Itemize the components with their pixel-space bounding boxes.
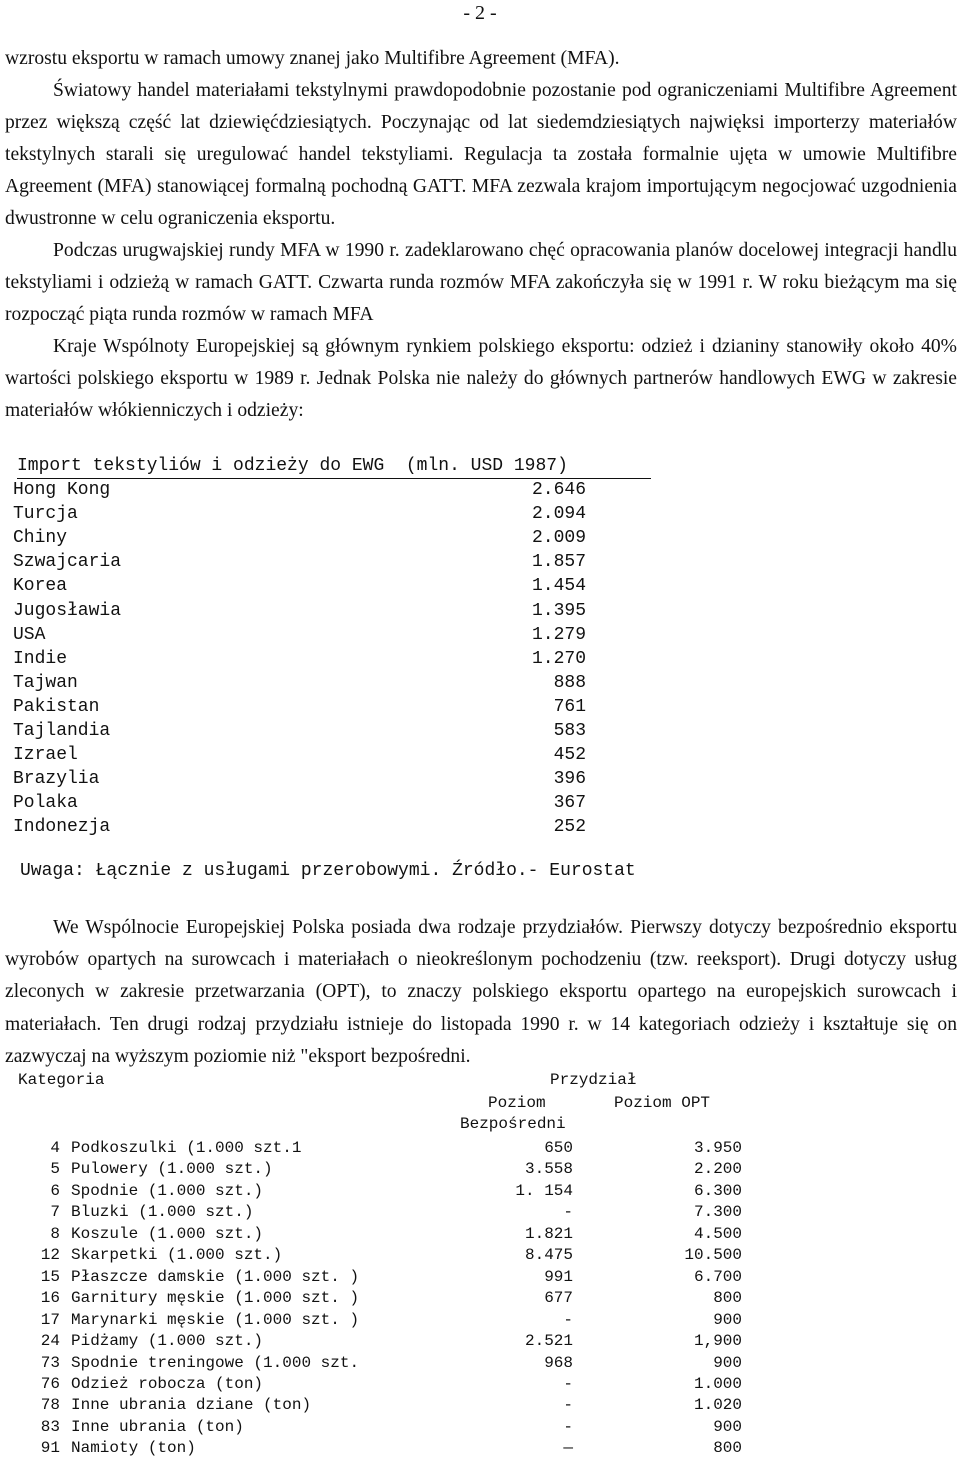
quota-header-direct: Poziom — [488, 1094, 546, 1112]
import-value: 2.009 — [531, 528, 586, 549]
country-name: Hong Kong — [13, 480, 111, 500]
import-table-title: Import tekstyliów i odzieży do EWG (mln. USD 1987) — [17, 454, 651, 479]
category-name: Marynarki męskie (1.000 szt. ) — [71, 1310, 360, 1329]
table-row — [13, 647, 586, 671]
table-row — [13, 815, 586, 839]
country-name: Szwajcaria — [13, 552, 122, 573]
direct-level: 677 — [544, 1289, 573, 1308]
category-name: Koszule (1.000 szt.) — [71, 1224, 264, 1243]
direct-level: - — [563, 1374, 573, 1393]
category-number: 6 — [50, 1181, 60, 1200]
country-name: Chiny — [13, 528, 68, 549]
table-row — [13, 550, 586, 574]
direct-level: 650 — [544, 1139, 573, 1157]
table-row — [0, 1417, 960, 1439]
import-value: 1.857 — [531, 552, 586, 573]
table-row — [13, 791, 586, 815]
opt-level: 800 — [713, 1439, 742, 1458]
category-name: Skarpetki (1.000 szt.) — [71, 1246, 283, 1265]
opt-level: 10.500 — [684, 1246, 742, 1265]
table-row — [0, 1267, 960, 1289]
opt-level: 6.700 — [693, 1267, 742, 1286]
country-name: Korea — [13, 576, 68, 597]
country-name: USA — [13, 624, 46, 645]
category-number: 8 — [50, 1224, 60, 1243]
category-number: 73 — [40, 1353, 60, 1372]
category-number: 91 — [40, 1439, 60, 1458]
import-value: 1.395 — [531, 600, 586, 621]
table-row — [13, 719, 586, 743]
opt-level: 900 — [713, 1310, 742, 1329]
category-number: 12 — [40, 1246, 60, 1265]
category-name: Spodnie (1.000 szt.) — [71, 1181, 264, 1200]
opt-level: 1,900 — [693, 1332, 742, 1351]
paragraph-1: wzrostu eksportu w ramach umowy znanej jako Multifibre Agreement (MFA). — [5, 48, 620, 69]
import-value: 367 — [553, 793, 586, 814]
country-name: Jugosławia — [13, 600, 122, 621]
country-name: Brazylia — [13, 769, 100, 790]
direct-level: — — [563, 1439, 573, 1458]
table-row — [0, 1159, 960, 1181]
table-row — [13, 574, 586, 598]
opt-level: 900 — [713, 1353, 742, 1372]
opt-level: 4.500 — [693, 1224, 742, 1243]
table-row — [13, 671, 586, 695]
quota-header-category: Kategoria — [18, 1071, 105, 1089]
table-row — [13, 478, 586, 502]
import-value: 1.279 — [531, 624, 586, 645]
table-row — [0, 1138, 960, 1160]
country-name: Pakistan — [13, 696, 100, 717]
table-row — [0, 1374, 960, 1396]
category-name: Pidżamy (1.000 szt.) — [71, 1332, 264, 1351]
category-number: 76 — [40, 1374, 60, 1393]
category-number: 4 — [50, 1139, 60, 1157]
table-row — [0, 1288, 960, 1310]
direct-level: 8.475 — [524, 1246, 573, 1265]
import-value: 1.270 — [531, 648, 586, 669]
paragraph-2: Światowy handel materiałami tekstylnymi prawdopodobnie pozostanie pod ograniczeniami Multifibre Agreement przez większą część lat dziewięćdziesiątych. Poczynając od lat siedemdziesiątych najwięksi importerzy materiałów tekstylnych starali się uregulować handel tekstyliami. Regulacja ta została formalnie ujęta w umowie Multifibre Agreement (MFA) stanowiącej formalną pochodną GATT. MFA zezwala krajom importującym negocjować uzgodnienia dwustronne w celu ograniczenia eksportu. — [5, 80, 957, 229]
country-name: Tajwan — [13, 672, 78, 693]
import-value: 452 — [553, 745, 586, 766]
category-number: 7 — [50, 1203, 60, 1222]
category-name: Inne ubrania dziane (ton) — [71, 1396, 312, 1415]
category-name: Garnitury męskie (1.000 szt. ) — [71, 1289, 360, 1308]
category-name: Bluzki (1.000 szt.) — [71, 1203, 254, 1222]
direct-level: 1. 154 — [515, 1181, 573, 1200]
direct-level: 991 — [544, 1267, 573, 1286]
import-value: 1.454 — [531, 576, 586, 597]
table-row — [13, 767, 586, 791]
page-number: - 2 - — [463, 2, 497, 24]
text-block-top — [5, 43, 957, 427]
table-row — [13, 623, 586, 647]
category-number: 17 — [40, 1310, 60, 1329]
table-row — [0, 1331, 960, 1353]
country-name: Turcja — [13, 504, 78, 525]
text-block-bottom — [5, 912, 957, 1073]
paragraph-4: Kraje Wspólnoty Europejskiej są głównym rynkiem polskiego eksportu: odzież i dzianiny stanowiły około 40% wartości polskiego eksportu w 1989 r. Jednak Polska nie należy do głównych partnerów handlowych EWG w zakresie materiałów włókienniczych i odzieży: — [5, 336, 957, 421]
category-name: Inne ubrania (ton) — [71, 1417, 244, 1436]
table-row — [0, 1310, 960, 1332]
table-row — [0, 1395, 960, 1417]
direct-level: - — [563, 1310, 573, 1329]
direct-level: 3.558 — [524, 1160, 573, 1179]
opt-level: 1.000 — [693, 1374, 742, 1393]
direct-level: - — [563, 1396, 573, 1415]
country-name: Izrael — [13, 745, 78, 766]
category-number: 78 — [40, 1396, 60, 1415]
table-row — [13, 526, 586, 550]
category-name: Podkoszulki (1.000 szt.1 — [71, 1139, 302, 1157]
table-row — [0, 1245, 960, 1267]
quota-header-opt: Poziom OPT — [614, 1094, 711, 1112]
category-number: 16 — [40, 1289, 60, 1308]
opt-level: 2.200 — [693, 1160, 742, 1179]
import-value: 888 — [553, 672, 586, 693]
opt-level: 3.950 — [693, 1139, 742, 1157]
import-value: 2.646 — [531, 480, 586, 500]
direct-level: 968 — [544, 1353, 573, 1372]
opt-level: 6.300 — [693, 1181, 742, 1200]
direct-level: 1.821 — [524, 1224, 573, 1243]
table-row — [0, 1181, 960, 1203]
paragraph-5: We Wspólnocie Europejskiej Polska posiada dwa rodzaje przydziałów. Pierwszy dotyczy bezpośrednio eksportu wyrobów opartych na surowcach i materiałach o nieokreślonym pochodzeniu (tzw. reeksport). Drugi dotyczy usług zleconych w zakresie przetwarzania (OPT), to znaczy polskiego eksportu opartego na europejskich surowcach i materiałach. Ten drugi rodzaj przydziału istnieje do listopada 1990 r. w 14 kategoriach odzieży i kształtuje się on zazwyczaj na wyższym poziomie niż "eksport bezpośredni. — [5, 917, 957, 1067]
category-number: 15 — [40, 1267, 60, 1286]
category-name: Namioty (ton) — [71, 1439, 196, 1458]
direct-level: - — [563, 1203, 573, 1222]
opt-level: 900 — [713, 1417, 742, 1436]
import-value: 252 — [553, 817, 586, 838]
table-row — [0, 1202, 960, 1224]
country-name: Polaka — [13, 793, 78, 814]
opt-level: 800 — [713, 1289, 742, 1308]
country-name: Indie — [13, 648, 68, 669]
quota-header-quota: Przydział — [550, 1071, 637, 1089]
table-row — [0, 1224, 960, 1246]
table-row — [13, 695, 586, 719]
category-name: Płaszcze damskie (1.000 szt. ) — [71, 1267, 360, 1286]
table-row — [0, 1353, 960, 1375]
country-name: Indonezja — [13, 817, 111, 838]
country-name: Tajlandia — [13, 721, 111, 741]
import-value: 583 — [553, 721, 586, 741]
category-number: 5 — [50, 1160, 60, 1179]
category-number: 24 — [40, 1332, 60, 1351]
import-value: 2.094 — [531, 504, 586, 525]
opt-level: 7.300 — [693, 1203, 742, 1222]
table-row — [13, 599, 586, 623]
category-name: Pulowery (1.000 szt.) — [71, 1160, 273, 1179]
category-name: Spodnie treningowe (1.000 szt. — [71, 1353, 360, 1372]
category-name: Odzież robocza (ton) — [71, 1374, 264, 1393]
opt-level: 1.020 — [693, 1396, 742, 1415]
paragraph-3: Podczas urugwajskiej rundy MFA w 1990 r. zadeklarowano chęć opracowania planów docelowej integracji handlu tekstyliami i odzieżą w ramach GATT. Czwarta runda rozmów MFA zakończyła się w 1991 r. W roku bieżącym ma się rozpocząć piąta runda rozmów w ramach MFA — [5, 240, 957, 325]
direct-level: 2.521 — [524, 1332, 573, 1351]
table-row — [0, 1438, 960, 1460]
quota-header-direct-2: Bezpośredni — [460, 1115, 566, 1133]
direct-level: - — [563, 1417, 573, 1436]
import-value: 761 — [553, 696, 586, 717]
import-value: 396 — [553, 769, 586, 790]
category-number: 83 — [40, 1417, 60, 1436]
import-table-note: Uwaga: Łącznie z usługami przerobowymi. Źródło.- Eurostat — [20, 861, 636, 881]
table-row — [13, 502, 586, 526]
table-row — [13, 743, 586, 767]
